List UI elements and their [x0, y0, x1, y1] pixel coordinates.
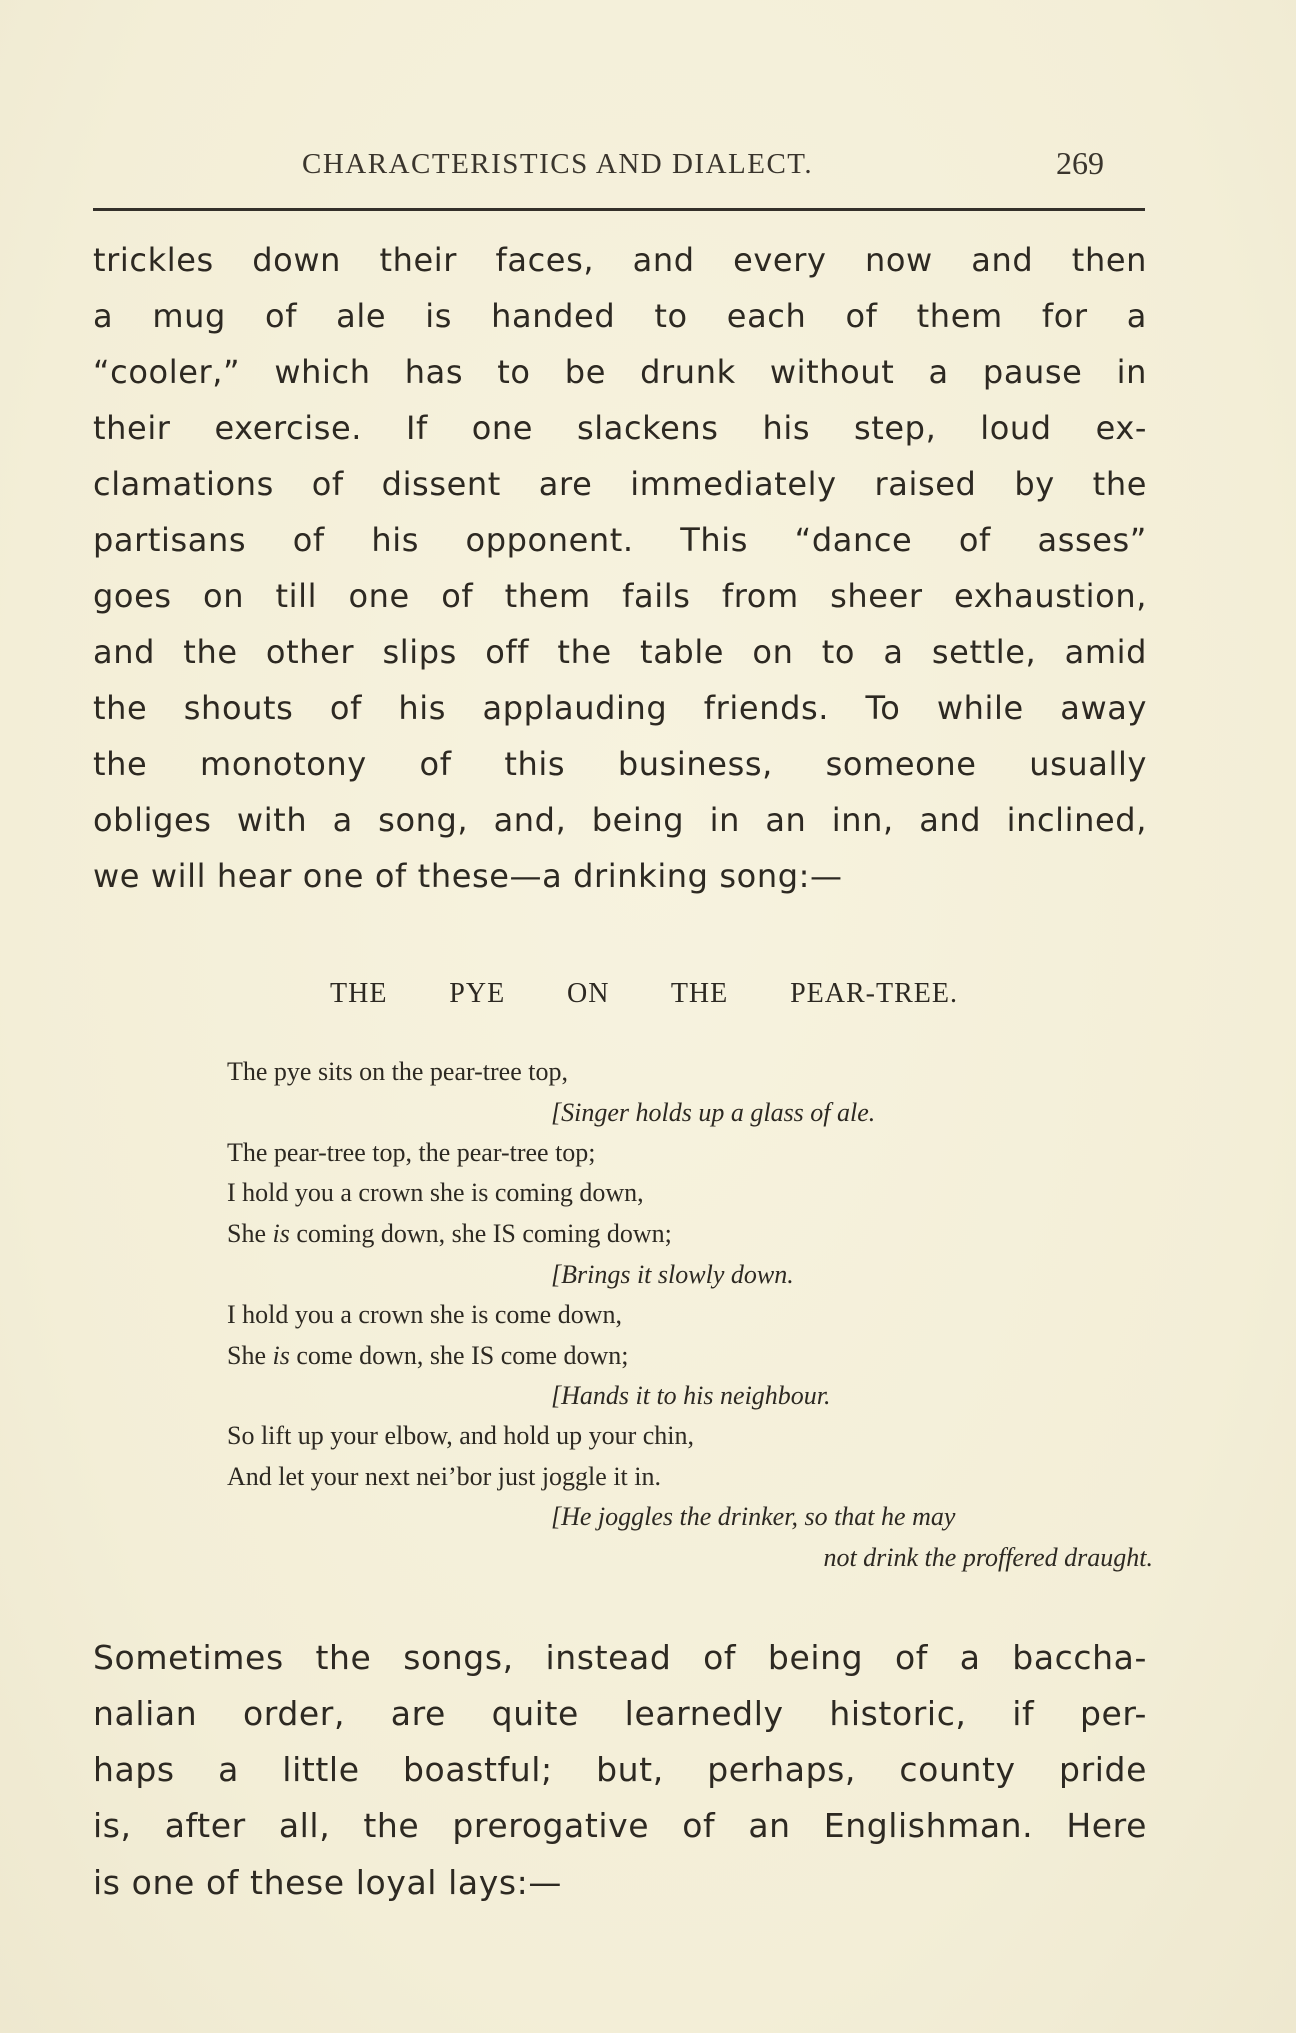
- text-line: clamations of dissent are immediately raised by the: [93, 465, 1147, 503]
- page-number: 269: [1056, 145, 1104, 181]
- verse-line: The pye sits on the pear-tree top,: [227, 1057, 568, 1086]
- text-line: the monotony of this business, someone usually: [93, 745, 1147, 783]
- text-line: trickles down their faces, and every now and then: [93, 241, 1147, 279]
- header-rule: [93, 208, 1145, 211]
- text-line: their exercise. If one slackens his step, loud ex-: [93, 409, 1147, 447]
- verse-line: So lift up your elbow, and hold up your chin,: [227, 1421, 694, 1450]
- verse-line: [227, 1219, 672, 1249]
- stage-direction: [Hands it to his neighbour.: [551, 1381, 831, 1410]
- verse-line: And let your next nei’bor just joggle it in.: [227, 1462, 661, 1491]
- verse-line: I hold you a crown she is coming down,: [227, 1178, 644, 1207]
- text-line: obliges with a song, and, being in an inn, and inclined,: [93, 801, 1147, 839]
- emphasis: is: [272, 1341, 290, 1370]
- stage-direction: [Singer holds up a glass of ale.: [551, 1098, 876, 1127]
- text-line: nalian order, are quite learnedly historic, if per-: [93, 1694, 1147, 1733]
- text-line: goes on till one of them fails from sheer exhaustion,: [93, 577, 1147, 615]
- text-line: partisans of his opponent. This “dance of asses”: [93, 521, 1147, 559]
- text-line: is, after all, the prerogative of an Englishman. Here: [93, 1806, 1147, 1845]
- text-line: haps a little boastful; but, perhaps, county pride: [93, 1750, 1147, 1789]
- verse-text: coming down, she IS coming down;: [289, 1219, 672, 1248]
- stage-direction: [He joggles the drinker, so that he may: [551, 1502, 956, 1531]
- text-line: Sometimes the songs, instead of being of a baccha-: [93, 1638, 1147, 1677]
- running-header: CHARACTERISTICS AND DIALECT.: [302, 148, 814, 180]
- verse-line: I hold you a crown she is come down,: [227, 1300, 622, 1329]
- text-line: and the other slips off the table on to a settle, amid: [93, 633, 1147, 671]
- song-title: THE PYE ON THE PEAR-TREE.: [330, 978, 958, 1009]
- emphasis: is: [272, 1219, 290, 1248]
- stage-direction: not drink the proffered draught.: [823, 1543, 1153, 1572]
- text-line: the shouts of his applauding friends. To while away: [93, 689, 1147, 727]
- verse-line: [227, 1341, 629, 1371]
- text-line: we will hear one of these—a drinking song:—: [93, 857, 843, 895]
- verse-text: come down, she IS come down;: [289, 1341, 629, 1370]
- verse-text: She: [227, 1219, 273, 1248]
- stage-direction: [Brings it slowly down.: [551, 1260, 794, 1289]
- verse-text: She: [227, 1341, 273, 1370]
- text-line: is one of these loyal lays:—: [93, 1863, 562, 1902]
- text-line: a mug of ale is handed to each of them for a: [93, 297, 1147, 335]
- verse-line: The pear-tree top, the pear-tree top;: [227, 1138, 596, 1167]
- text-line: “cooler,” which has to be drunk without a pause in: [93, 353, 1147, 391]
